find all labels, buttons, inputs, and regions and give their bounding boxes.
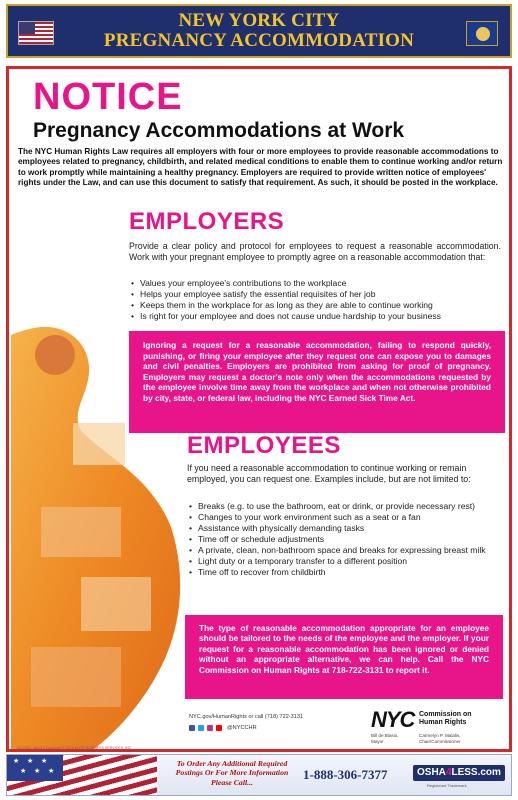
intro-paragraph: The NYC Human Rights Law requires all employers with four or more employees to provide reasonable accommodations to employees related to pregnancy, childbirth, and related medical conditions to enable them to continue working and/or return to work promptly while maintaining a healthy pregnancy. Employers are required to provide written notice of employees' rights under the Law, and can use this document to satisfy that requirement. As such, it should be posted in the workplace.	[18, 147, 503, 188]
list-item: • Light duty or a temporary transfer to a different position	[189, 556, 501, 567]
list-item: • Time off to recover from childbirth	[189, 567, 501, 578]
order-phone-number[interactable]: 1-888-306-7377	[303, 767, 388, 782]
header-title-line1: NEW YORK CITY	[178, 10, 340, 31]
brand-four: 4	[445, 767, 452, 778]
instagram-icon	[207, 725, 213, 731]
mayor-title: Mayor	[371, 738, 384, 744]
chair-title: Chair/Commissioner	[419, 738, 461, 744]
employers-warning-box: Ignoring a request for a reasonable accommodation, failing to respond quickly, punishing, or firing your employee after they request one can expose you to damages and civil penalties. Employers are prohibited from asking for proof of pregnancy. Employers may request a doctor's note only when the accommodations requested by the employee involve time away from the workplace and when not otherwise prohibited by city, state, or federal law, including the NYC Earned Sick Time Act.	[129, 331, 505, 433]
youtube-icon	[216, 725, 222, 731]
employees-intro: If you need a reasonable accommodation to continue working or remain employed, you can request one. Examples include, but are not limited to:	[187, 463, 471, 484]
order-info-text	[167, 759, 297, 787]
ny-state-flag-icon	[466, 21, 498, 46]
employees-list	[189, 501, 501, 578]
brand-subtext: Registered Trademark	[427, 783, 467, 788]
poster-subtitle: Pregnancy Accommodations at Work	[33, 119, 405, 142]
social-handle: @NYCCHR	[227, 725, 257, 731]
order-line2: Postings Or For More Information	[175, 768, 289, 778]
commission-line2: Human Rights	[419, 719, 467, 727]
brand-suffix: LESS.com	[451, 767, 501, 778]
header-band	[6, 4, 512, 58]
us-flag-icon	[18, 21, 54, 45]
employees-heading: EMPLOYEES	[187, 432, 341, 459]
order-line1: To Order Any Additional Required	[176, 759, 288, 768]
list-item: • Time off or schedule adjustments	[189, 534, 501, 545]
list-item: • Is right for your employee and does not cause undue hardship to your business	[131, 311, 503, 322]
mayor-credit	[371, 733, 399, 744]
header-title	[68, 11, 450, 51]
list-item: • Helps your employee satisfy the essential requisites of her job	[131, 289, 503, 300]
nyc-logo: NYC	[371, 707, 415, 732]
order-line3: Please Call...	[210, 777, 253, 787]
employers-heading: EMPLOYERS	[129, 208, 285, 235]
list-item: • Breaks (e.g. to use the bathroom, eat or drink, or provide necessary rest)	[189, 501, 501, 512]
list-item: • Keeps them in the workplace for as long as they are able to continue working	[131, 300, 503, 311]
notice-heading: NOTICE	[33, 76, 183, 118]
copyright-footnote: NYCPAC 061019 Copyright © 2019 ELITE BUSINESS SERVICES, INC	[17, 746, 132, 750]
employees-help-box: The type of reasonable accommodation appropriate for an employee should be tailored to the needs of the employee and the employer. If your request for a reasonable accommodation has been ignored or denied without an appropriate alternative, we can help. Call the NYC Commission on Human Rights at 718-722-3131 to report it.	[185, 615, 503, 699]
flag-banner-icon: ★ ★ ★ ★ ★ ★	[7, 755, 157, 796]
commission-line1: Commission on	[419, 711, 472, 718]
osha4less-logo-link[interactable]	[413, 765, 505, 781]
mayor-name: Bill de Blasio,	[371, 733, 399, 738]
chair-name: Carmelyn P. Malalis,	[419, 733, 461, 738]
notice-poster	[6, 66, 512, 752]
contact-line: NYC.gov/HumanRights or call (718) 722-3131	[189, 714, 304, 720]
order-banner	[6, 754, 512, 796]
commission-name	[419, 711, 472, 728]
facebook-icon	[189, 725, 195, 731]
list-item: • Changes to your work environment such as a seat or a fan	[189, 512, 501, 523]
twitter-icon	[198, 725, 204, 731]
chair-credit	[419, 733, 461, 744]
header-title-line2: PREGNANCY ACCOMMODATION	[103, 30, 415, 51]
brand-prefix: OSHA	[417, 767, 446, 778]
list-item: • A private, clean, non-bathroom space and breaks for expressing breast milk	[189, 545, 501, 556]
poster-header	[0, 0, 518, 62]
list-item: • Values your employee's contributions to the workplace	[131, 278, 503, 289]
employers-intro: Provide a clear policy and protocol for employees to request a reasonable accommodation. Work with your pregnant employee to promptly agree on a reasonable accommodation that:	[129, 241, 501, 262]
list-item: • Assistance with physically demanding tasks	[189, 523, 501, 534]
employers-list	[131, 278, 503, 322]
social-links	[189, 725, 257, 731]
